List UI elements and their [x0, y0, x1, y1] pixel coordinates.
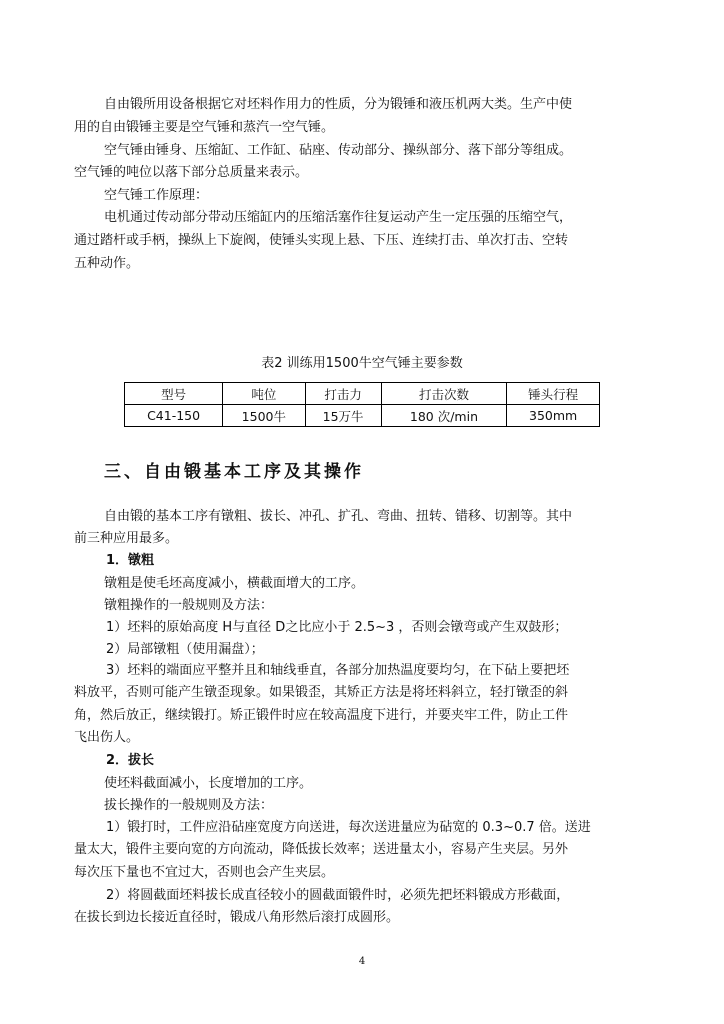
parameter-table	[124, 382, 600, 427]
table-header-cell: 型号	[125, 383, 223, 405]
paragraph-line: 空气锤的吨位以落下部分总质量来表示。	[74, 165, 309, 180]
paragraph-line: 空气锤由锤身、压缩缸、工作缸、砧座、传动部分、操纵部分、落下部分等组成。	[104, 143, 573, 158]
page-number: 4	[358, 956, 366, 967]
rule-item: 1）锻打时，工件应沿砧座宽度方向送进，每次送进量应为砧宽的 0.3~0.7 倍。送进	[106, 820, 591, 835]
paragraph-line: 前三种应用最多。	[74, 531, 179, 546]
section-heading: 三、自由锻基本工序及其操作	[104, 462, 364, 482]
paragraph-line: 五种动作。	[74, 256, 140, 271]
table-header-cell: 吨位	[223, 383, 305, 405]
paragraph-line: 使坯料截面减小，长度增加的工序。	[104, 776, 313, 791]
paragraph-line: 拔长操作的一般规则及方法：	[104, 798, 274, 813]
paragraph-line: 角，然后放正，继续锻打。矫正锻件时应在较高温度下进行，并要夹牢工件，防止工件	[74, 708, 569, 723]
table-caption: 表2 训练用1500牛空气锤主要参数	[261, 356, 463, 371]
paragraph-line: 自由锻的基本工序有镦粗、拔长、冲孔、扩孔、弯曲、扭转、错移、切割等。其中	[104, 509, 573, 524]
paragraph-line: 用的自由锻锤主要是空气锤和蒸汽一空气锤。	[74, 120, 335, 135]
table-header-cell: 打击力	[305, 383, 381, 405]
paragraph-line: 空气锤工作原理：	[104, 188, 209, 203]
paragraph-line: 料放平，否则可能产生镦歪现象。如果锻歪，其矫正方法是将坯料斜立，轻打镦歪的斜	[74, 685, 569, 700]
table-row	[125, 405, 600, 427]
subheading-upsetting: 1．镦粗	[106, 553, 155, 568]
rule-item: 2）局部镦粗（使用漏盘）；	[106, 642, 264, 657]
table-cell: 1500牛	[223, 405, 305, 427]
rule-item: 2）将圆截面坯料拔长成直径较小的圆截面锻件时，必须先把坯料锻成方形截面，	[106, 888, 570, 903]
subheading-drawing-out: 2．拔长	[106, 753, 155, 768]
table-cell: 15万牛	[305, 405, 381, 427]
table-cell: 180 次/min	[381, 405, 507, 427]
table-header-row	[125, 383, 600, 405]
paragraph-line: 电机通过传动部分带动压缩缸内的压缩活塞作往复运动产生一定压强的压缩空气，	[104, 210, 573, 225]
paragraph-line: 镦粗操作的一般规则及方法：	[104, 598, 274, 613]
paragraph-line: 飞出伤人。	[74, 730, 140, 745]
paragraph-line: 通过踏杆或手柄，操纵上下旋阀，使锤头实现上悬、下压、连续打击、单次打击、空转	[74, 233, 569, 248]
paragraph-line: 量太大，锻件主要向宽的方向流动，降低拔长效率；送进量太小，容易产生夹层。另外	[74, 842, 569, 857]
rule-item: 3）坯料的端面应平整并且和轴线垂直，各部分加热温度要均匀，在下砧上要把坯	[106, 663, 570, 678]
rule-item: 1）坯料的原始高度 H与直径 D之比应小于 2.5~3 ，否则会镦弯或产生双鼓形；	[106, 620, 568, 635]
paragraph-line: 在拔长到边长接近直径时，锻成八角形然后滚打成圆形。	[74, 910, 400, 925]
paragraph-line: 自由锻所用设备根据它对坯料作用力的性质，分为锻锤和液压机两大类。生产中使	[104, 97, 573, 112]
table-cell: 350mm	[507, 405, 600, 427]
table-header-cell: 锤头行程	[507, 383, 600, 405]
paragraph-line: 镦粗是使毛坯高度减小，横截面增大的工序。	[104, 576, 365, 591]
paragraph-line: 每次压下量也不宜过大，否则也会产生夹层。	[74, 865, 335, 880]
table-cell: C41-150	[125, 405, 223, 427]
table-header-cell: 打击次数	[381, 383, 507, 405]
